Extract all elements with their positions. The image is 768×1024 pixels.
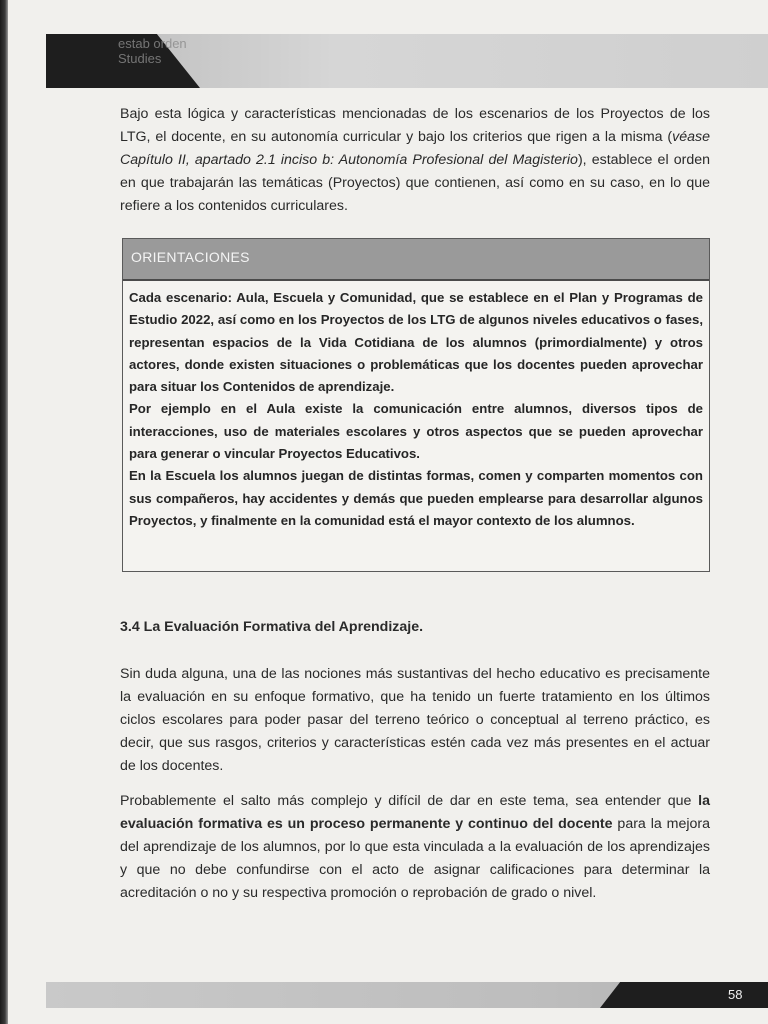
section-p2-text-a: Probablemente el salto más complejo y difícil de dar en este tema, sea entender que bbox=[120, 793, 699, 809]
section-p2-bold: la evaluación formativa es un proceso permanente y continuo del docente bbox=[120, 793, 710, 832]
orientaciones-title: ORIENTACIONES bbox=[131, 249, 250, 265]
orientaciones-header bbox=[123, 239, 709, 281]
orientaciones-box bbox=[122, 238, 710, 572]
section-p2-text-b: para la mejora del aprendizaje de los alumnos, por lo que esta vinculada a la evaluación de los aprendizajes y que no debe confundirse con el acto de asignar calificaciones para determinar la acreditación o no y su respectiva promoción o reprobación de grado o nivel. bbox=[120, 816, 710, 901]
intro-reference: véase Capítulo II, apartado 2.1 inciso b: Autonomía Profesional del Magisterio bbox=[120, 129, 710, 168]
page-number: 58 bbox=[728, 987, 743, 1002]
orientaciones-paragraph-1: Cada escenario: Aula, Escuela y Comunidad, que se establece en el Plan y Programas de Estudio 2022, así como en los Proyectos de los LTG de algunos niveles educativos o fases, representan espacios de la Vida Cotidiana de los alumnos (primordialmente) y otros actores, donde existen situaciones o problemáticas que los docentes pueden aprovechar para situar los Contenidos de aprendizaje. bbox=[129, 290, 703, 395]
page-edge-shadow bbox=[0, 0, 8, 1024]
section-paragraph-1: Sin duda alguna, una de las nociones más sustantivas del hecho educativo es precisamente la evaluación en su enfoque formativo, que ha tenido un fuerte tratamiento en los últimos ciclos escolares para poder pasar del terreno teórico o conceptual al terreno práctico, es decir, que sus rasgos, criterios y características estén cada vez más presentes en el actuar de los docentes. bbox=[120, 666, 710, 774]
intro-text-a: Bajo esta lógica y características mencionadas de los escenarios de los Proyectos de los LTG, el docente, en su autonomía curricular y bajo los criterios que rigen a la misma ( bbox=[120, 106, 710, 145]
orientaciones-body bbox=[123, 281, 709, 532]
intro-paragraph bbox=[120, 103, 710, 218]
orientaciones-paragraph-3: En la Escuela los alumnos juegan de distintas formas, comen y comparten momentos con sus compañeros, hay accidentes y demás que pueden emplearse para desarrollar algunos Proyectos, y finalmente en la comunidad está el mayor contexto de los alumnos. bbox=[129, 468, 703, 528]
section-title: 3.4 La Evaluación Formativa del Aprendizaje. bbox=[120, 619, 424, 635]
header-fragment-text: estab orden Studies bbox=[118, 36, 187, 66]
intro-text-b: ), establece el orden en que trabajarán las temáticas (Proyectos) que contienen, así como en su caso, en lo que refiere a los contenidos curriculares. bbox=[120, 152, 710, 214]
orientaciones-paragraph-2: Por ejemplo en el Aula existe la comunicación entre alumnos, diversos tipos de interacciones, uso de materiales escolares y otros aspectos que se pueden aprovechar para generar o vincular Proyectos Educativos. bbox=[129, 401, 703, 462]
section-paragraph-2 bbox=[120, 790, 710, 905]
footer-dark-tab bbox=[600, 982, 768, 1008]
